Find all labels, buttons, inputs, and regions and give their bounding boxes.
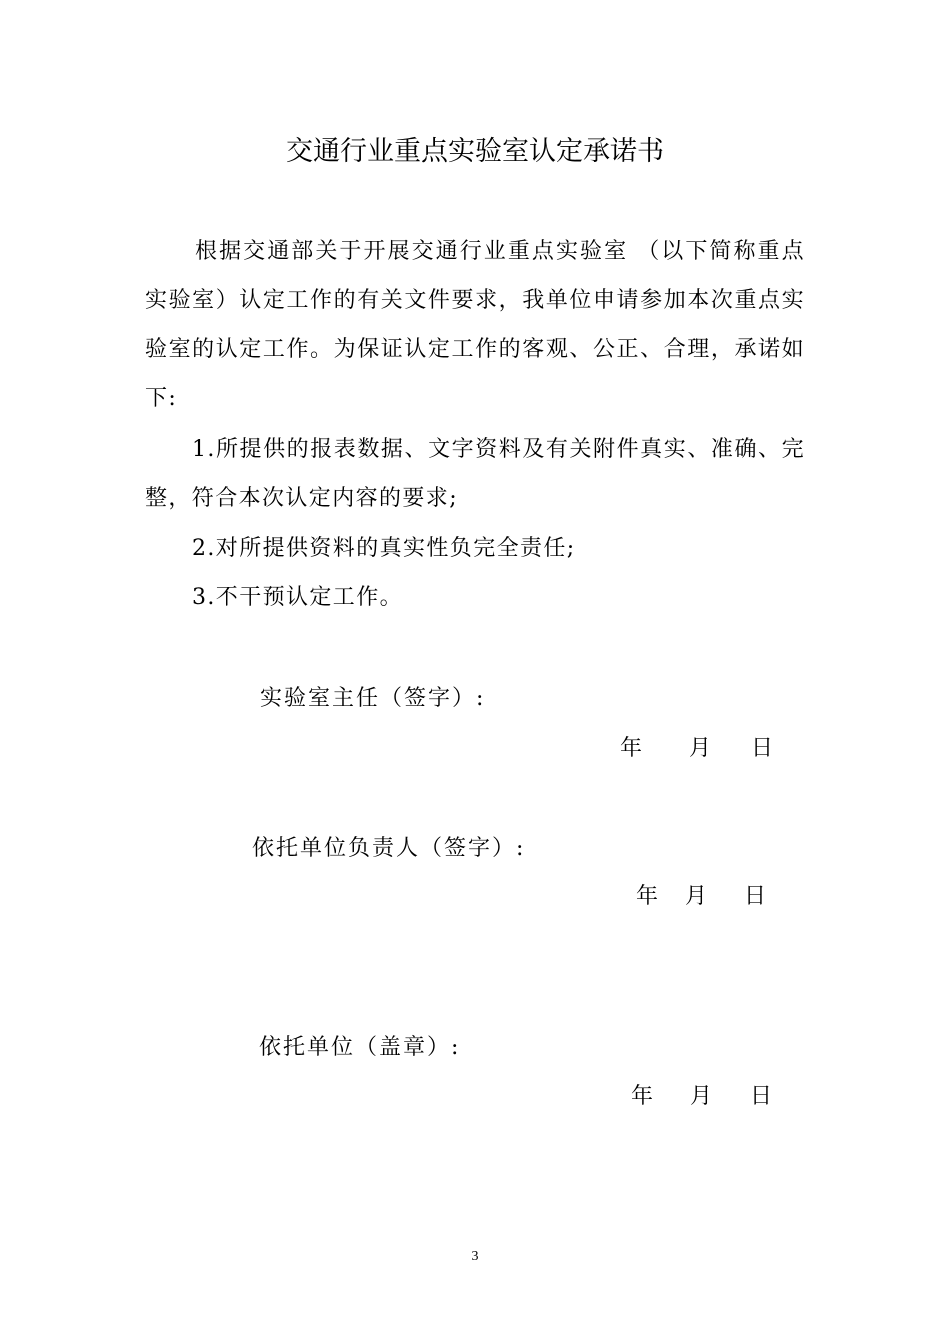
date-year-label: 年 [620,736,643,761]
date-year-label: 年 [636,884,659,909]
commitment-item-1: 1.所提供的报表数据、文字资料及有关附件真实、准确、完整，符合本次认定内容的要求; [145,437,805,511]
page-number: 3 [471,1249,479,1264]
intro-paragraph: 根据交通部关于开展交通行业重点实验室 （以下简称重点实验室）认定工作的有关文件要求，我单位申请参加本次重点实验室的认定工作。为保证认定工作的客观、公正、合理，承诺如下: [145,239,805,411]
date-month-label: 月 [689,736,712,761]
commitment-item-2: 2.对所提供资料的真实性负完全责任; [192,536,576,561]
date-day-label: 日 [750,1084,773,1109]
date-month-label: 月 [690,1084,713,1109]
lab-director-signature-label: 实验室主任（签字）: [260,686,486,711]
date-year-label: 年 [631,1084,654,1109]
date-month-label: 月 [685,884,708,909]
document-title: 交通行业重点实验室认定承诺书 [286,136,664,167]
host-unit-head-signature-label: 依托单位负责人（签字）: [252,836,526,861]
date-day-label: 日 [751,736,774,761]
date-day-label: 日 [744,884,767,909]
commitment-item-3: 3.不干预认定工作。 [192,585,403,610]
host-unit-seal-label: 依托单位（盖章）: [259,1035,461,1060]
